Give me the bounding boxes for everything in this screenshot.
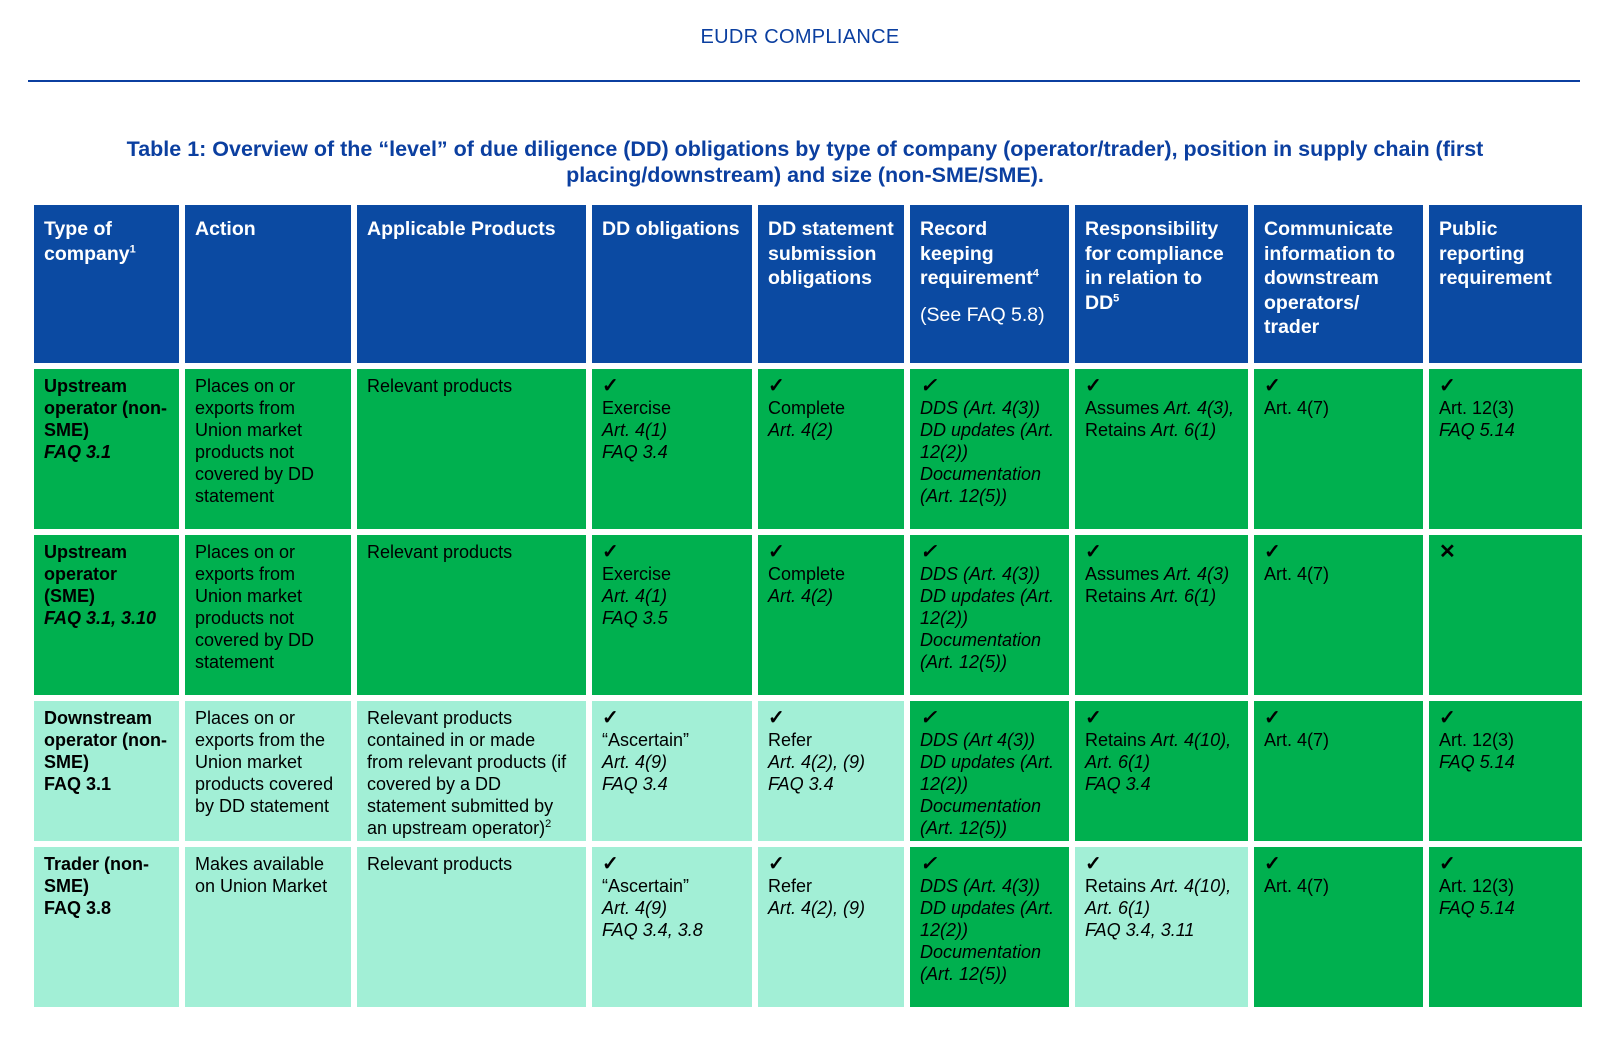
cell-action: Makes available on Union Market	[185, 847, 351, 1007]
due-diligence-table	[28, 199, 1588, 1013]
header-divider	[28, 80, 1580, 82]
cross-icon: ✕	[1439, 541, 1456, 563]
cell-type: Upstream operator (SME) FAQ 3.1, 3.10	[34, 535, 179, 695]
cell-record: ✓ DDS (Art 4(3)) DD updates (Art. 12(2)) Documentation (Art. 12(5))	[910, 701, 1069, 841]
check-icon: ✓	[768, 707, 785, 729]
table-row	[34, 369, 1582, 529]
cell-communicate: ✓ Art. 4(7)	[1254, 701, 1423, 841]
check-icon: ✓	[602, 375, 619, 397]
cell-responsibility: ✓ Assumes Art. 4(3), Retains Art. 6(1)	[1075, 369, 1248, 529]
cell-public: ✓ Art. 12(3) FAQ 5.14	[1429, 847, 1582, 1007]
check-icon: ✓	[602, 853, 619, 875]
cell-type: Upstream operator (non-SME) FAQ 3.1	[34, 369, 179, 529]
cell-products: Relevant products	[357, 535, 586, 695]
check-icon: ✓	[1085, 375, 1102, 397]
check-icon: ✓	[1439, 707, 1456, 729]
table-row	[34, 535, 1582, 695]
col-header-action: Action	[185, 205, 351, 363]
cell-action: Places on or exports from Union market products not covered by DD statement	[185, 535, 351, 695]
check-icon: ✓	[920, 853, 937, 875]
table-row	[34, 701, 1582, 841]
check-icon: ✓	[920, 707, 937, 729]
cell-dd: ✓ Exercise Art. 4(1) FAQ 3.5	[592, 535, 752, 695]
table-row	[34, 847, 1582, 1007]
cell-type: Downstream operator (non-SME) FAQ 3.1	[34, 701, 179, 841]
cell-communicate: ✓ Art. 4(7)	[1254, 535, 1423, 695]
cell-record: ✓ DDS (Art. 4(3)) DD updates (Art. 12(2)) Documentation (Art. 12(5))	[910, 535, 1069, 695]
check-icon: ✓	[1439, 375, 1456, 397]
cell-dds: ✓ Complete Art. 4(2)	[758, 535, 904, 695]
check-icon: ✓	[1264, 707, 1281, 729]
check-icon: ✓	[1085, 707, 1102, 729]
check-icon: ✓	[1264, 375, 1281, 397]
cell-responsibility: ✓ Retains Art. 4(10), Art. 6(1) FAQ 3.4	[1075, 701, 1248, 841]
cell-dd: ✓ “Ascertain” Art. 4(9) FAQ 3.4, 3.8	[592, 847, 752, 1007]
cell-responsibility: ✓ Assumes Art. 4(3) Retains Art. 6(1)	[1075, 535, 1248, 695]
document-header: EUDR COMPLIANCE	[700, 26, 900, 48]
cell-record: ✓ DDS (Art. 4(3)) DD updates (Art. 12(2)) Documentation (Art. 12(5))	[910, 369, 1069, 529]
check-icon: ✓	[1264, 853, 1281, 875]
check-icon: ✓	[602, 707, 619, 729]
check-icon: ✓	[920, 541, 937, 563]
col-header-dd: DD obligations	[592, 205, 752, 363]
check-icon: ✓	[1439, 853, 1456, 875]
check-icon: ✓	[920, 375, 937, 397]
table-caption: Table 1: Overview of the “level” of due diligence (DD) obligations by type of company (operator/trader), position in supply chain (first placing/downstream) and size (non-SME/SME).	[126, 137, 1484, 187]
check-icon: ✓	[768, 375, 785, 397]
col-header-responsibility: Responsibility for compliance in relation to $DD^5$	[1075, 205, 1248, 363]
cell-dd: ✓ Exercise Art. 4(1) FAQ 3.4	[592, 369, 752, 529]
cell-communicate: ✓ Art. 4(7)	[1254, 369, 1423, 529]
cell-public	[1429, 535, 1582, 695]
check-icon: ✓	[1264, 541, 1281, 563]
header-row	[34, 205, 1582, 363]
col-header-type: Type of company$^1$	[34, 205, 179, 363]
col-header-public: Public reporting requirement	[1429, 205, 1582, 363]
cell-products: Relevant products	[357, 847, 586, 1007]
col-header-products: Applicable Products	[357, 205, 586, 363]
cell-products: Relevant products contained in or made from relevant products (if covered by a DD statement submitted by an upstream operator)$^2$	[357, 701, 586, 841]
cell-public: ✓ Art. 12(3) FAQ 5.14	[1429, 369, 1582, 529]
check-icon: ✓	[1085, 541, 1102, 563]
check-icon: ✓	[768, 541, 785, 563]
col-header-dds: DD statement submission obligations	[758, 205, 904, 363]
check-icon: ✓	[1085, 853, 1102, 875]
cell-type: Trader (non-SME) FAQ 3.8	[34, 847, 179, 1007]
cell-action: Places on or exports from Union market products not covered by DD statement	[185, 369, 351, 529]
cell-dds: ✓ Refer Art. 4(2), (9) FAQ 3.4	[758, 701, 904, 841]
cell-communicate: ✓ Art. 4(7)	[1254, 847, 1423, 1007]
cell-public: ✓ Art. 12(3) FAQ 5.14	[1429, 701, 1582, 841]
cell-dds: ✓ Refer Art. 4(2), (9)	[758, 847, 904, 1007]
check-icon: ✓	[768, 853, 785, 875]
check-icon: ✓	[602, 541, 619, 563]
cell-responsibility: ✓ Retains Art. 4(10), Art. 6(1) FAQ 3.4, 3.11	[1075, 847, 1248, 1007]
col-header-communicate: Communicate information to downstream operators/ trader	[1254, 205, 1423, 363]
col-header-record: Record keeping requirement$^4$ (See FAQ 5.8)	[910, 205, 1069, 363]
cell-products: Relevant products	[357, 369, 586, 529]
cell-record: ✓ DDS (Art. 4(3)) DD updates (Art. 12(2)) Documentation (Art. 12(5))	[910, 847, 1069, 1007]
cell-dds: ✓ Complete Art. 4(2)	[758, 369, 904, 529]
cell-dd: ✓ “Ascertain” Art. 4(9) FAQ 3.4	[592, 701, 752, 841]
cell-action: Places on or exports from the Union market products covered by DD statement	[185, 701, 351, 841]
